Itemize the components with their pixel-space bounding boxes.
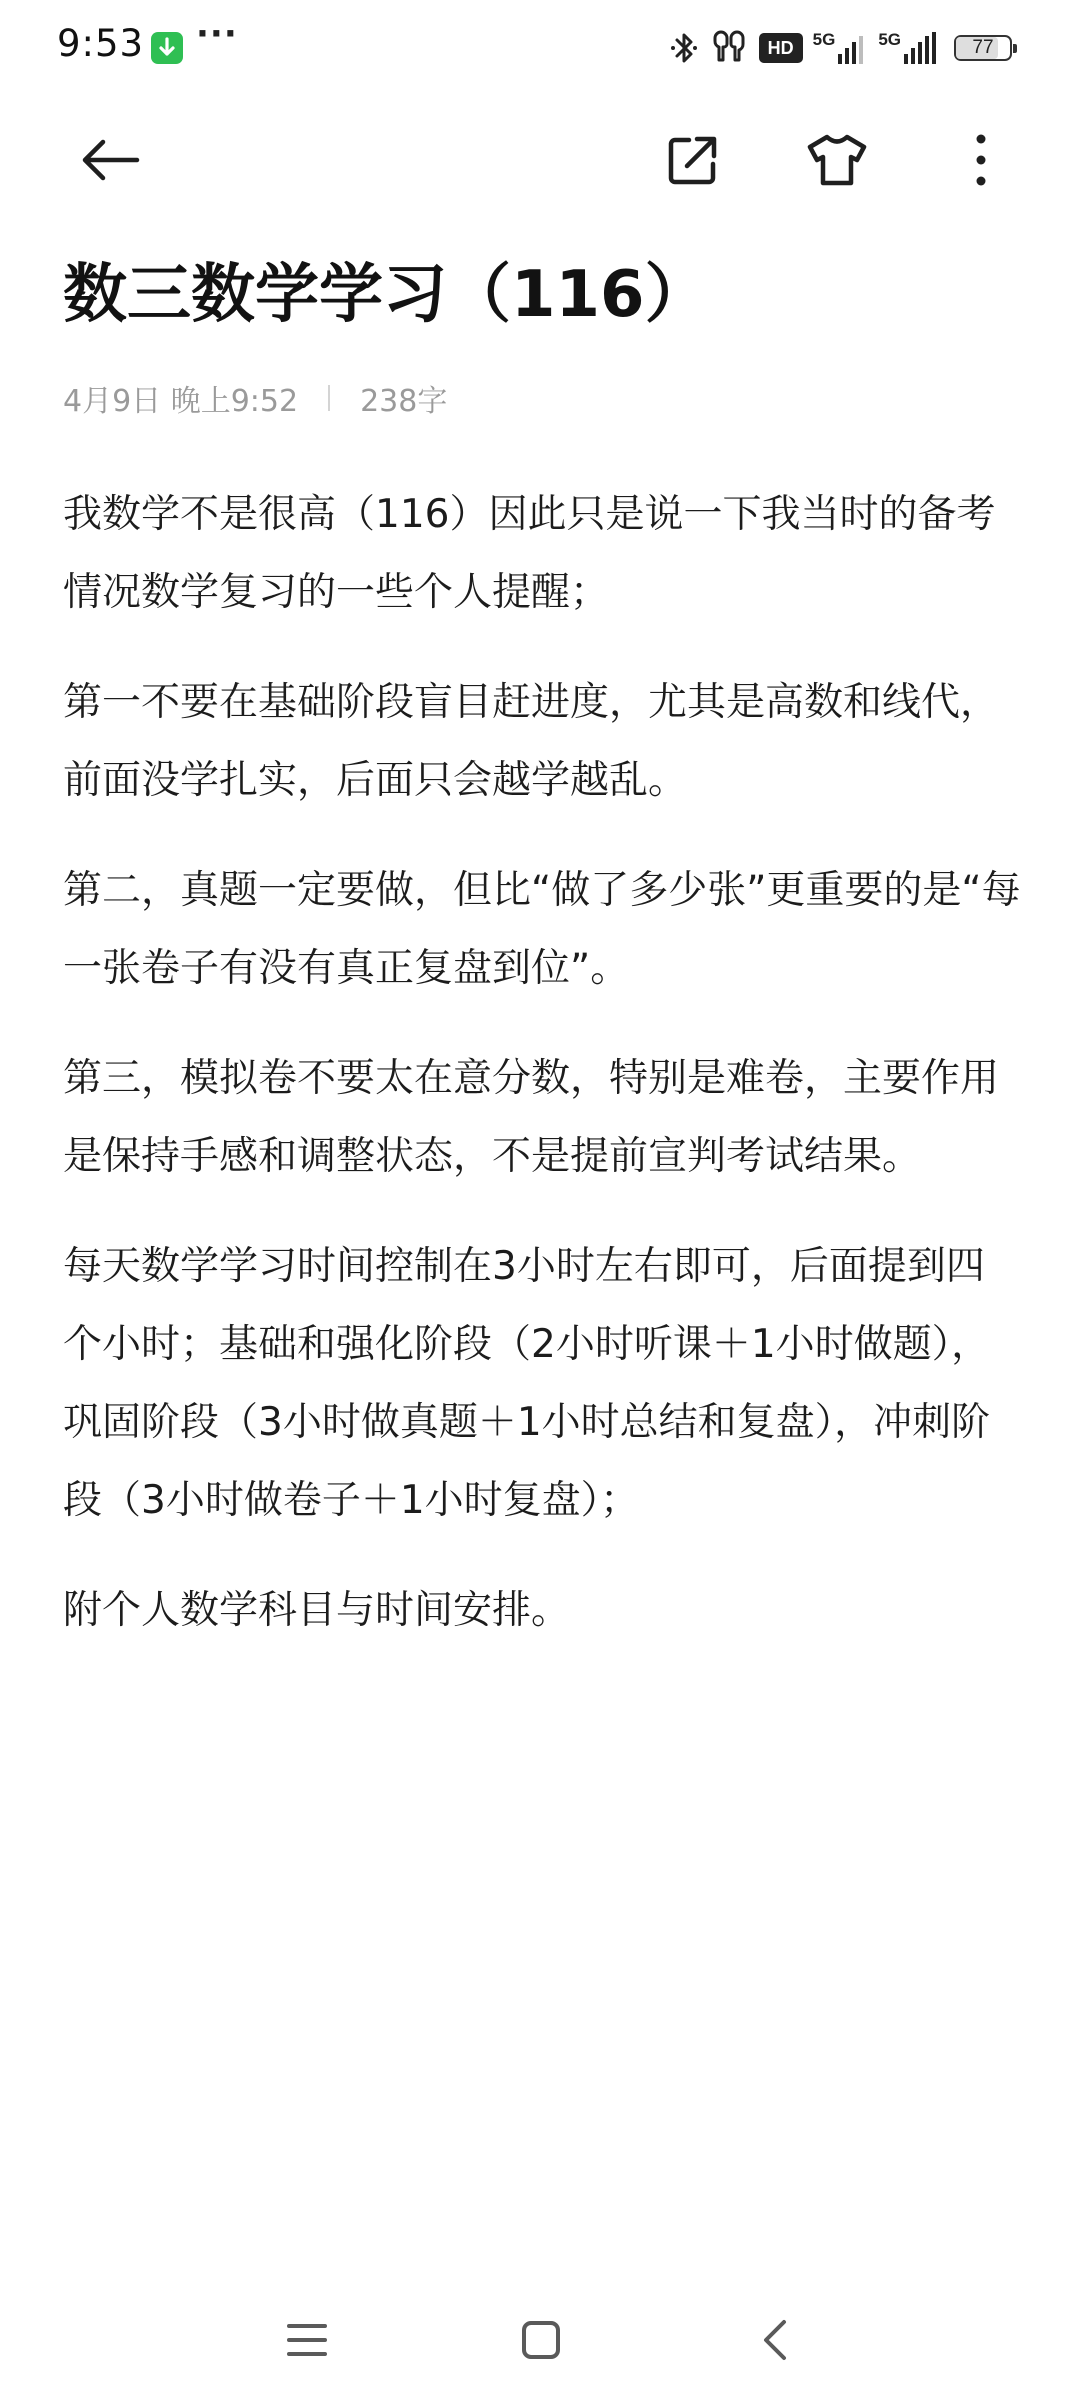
more-options-button[interactable]: [936, 110, 1026, 210]
signal-icon: [838, 32, 868, 64]
notification-more-icon: ···: [196, 14, 238, 54]
network-type-2: 5G: [878, 30, 901, 49]
note-paragraph[interactable]: 第三，模拟卷不要太在意分数，特别是难卷，主要作用是保持手感和调整状态，不是提前宣判考试结果。: [63, 1056, 1000, 1179]
share-icon: [665, 132, 721, 188]
home-button[interactable]: [506, 2310, 576, 2370]
hd-label: HD: [767, 37, 794, 58]
meta-divider: [328, 385, 330, 411]
home-square-icon: [520, 2319, 562, 2361]
status-bar: [0, 0, 1080, 96]
note-word-count: 238字: [360, 384, 448, 419]
system-back-button[interactable]: [740, 2310, 810, 2370]
note-meta: [63, 376, 447, 420]
hd-icon: [759, 33, 803, 63]
note-date: 4月9日 晚上9:52: [63, 384, 299, 419]
status-indicators: [669, 22, 1012, 74]
battery-icon: [954, 35, 1012, 61]
back-arrow-icon: [77, 135, 143, 185]
note-paragraph[interactable]: 第一不要在基础阶段盲目赶进度，尤其是高数和线代，前面没学扎实，后面只会越学越乱。: [63, 680, 1000, 803]
note-body[interactable]: [63, 476, 1023, 1682]
system-nav-bar: [0, 2290, 1080, 2390]
bluetooth-icon: [669, 28, 699, 68]
recent-apps-button[interactable]: [272, 2310, 342, 2370]
tshirt-icon: [806, 132, 868, 188]
note-paragraph[interactable]: 每天数学学习时间控制在3小时左右即可，后面提到四个小时；基础和强化阶段（2小时听课＋1小时做题），巩固阶段（3小时做真题＋1小时总结和复盘），冲刺阶段（3小时做卷子＋1小时复盘）；: [63, 1244, 991, 1523]
back-button[interactable]: [65, 110, 155, 210]
note-paragraph[interactable]: 我数学不是很高（116）因此只是说一下我当时的备考情况数学复习的一些个人提醒；: [63, 492, 996, 615]
signal-group-2: [878, 32, 938, 64]
note-toolbar: [0, 110, 1080, 210]
share-button[interactable]: [648, 110, 738, 210]
battery-percent: 77: [972, 37, 994, 58]
note-title[interactable]: 数三数学学习（116）: [63, 258, 709, 332]
menu-icon: [285, 2320, 329, 2360]
signal-icon: [904, 32, 938, 64]
status-time: 9:53: [57, 22, 145, 65]
note-paragraph[interactable]: 附个人数学科目与时间安排。: [63, 1588, 571, 1633]
note-paragraph[interactable]: 第二，真题一定要做，但比“做了多少张”更重要的是“每一张卷子有没有真正复盘到位”。: [63, 868, 1021, 991]
more-vertical-icon: [971, 130, 991, 190]
theme-button[interactable]: [792, 110, 882, 210]
earbuds-icon: [709, 28, 749, 68]
signal-group-1: [813, 32, 869, 64]
back-chevron-icon: [758, 2317, 792, 2363]
network-type-1: 5G: [812, 30, 836, 49]
download-icon: [151, 32, 183, 64]
